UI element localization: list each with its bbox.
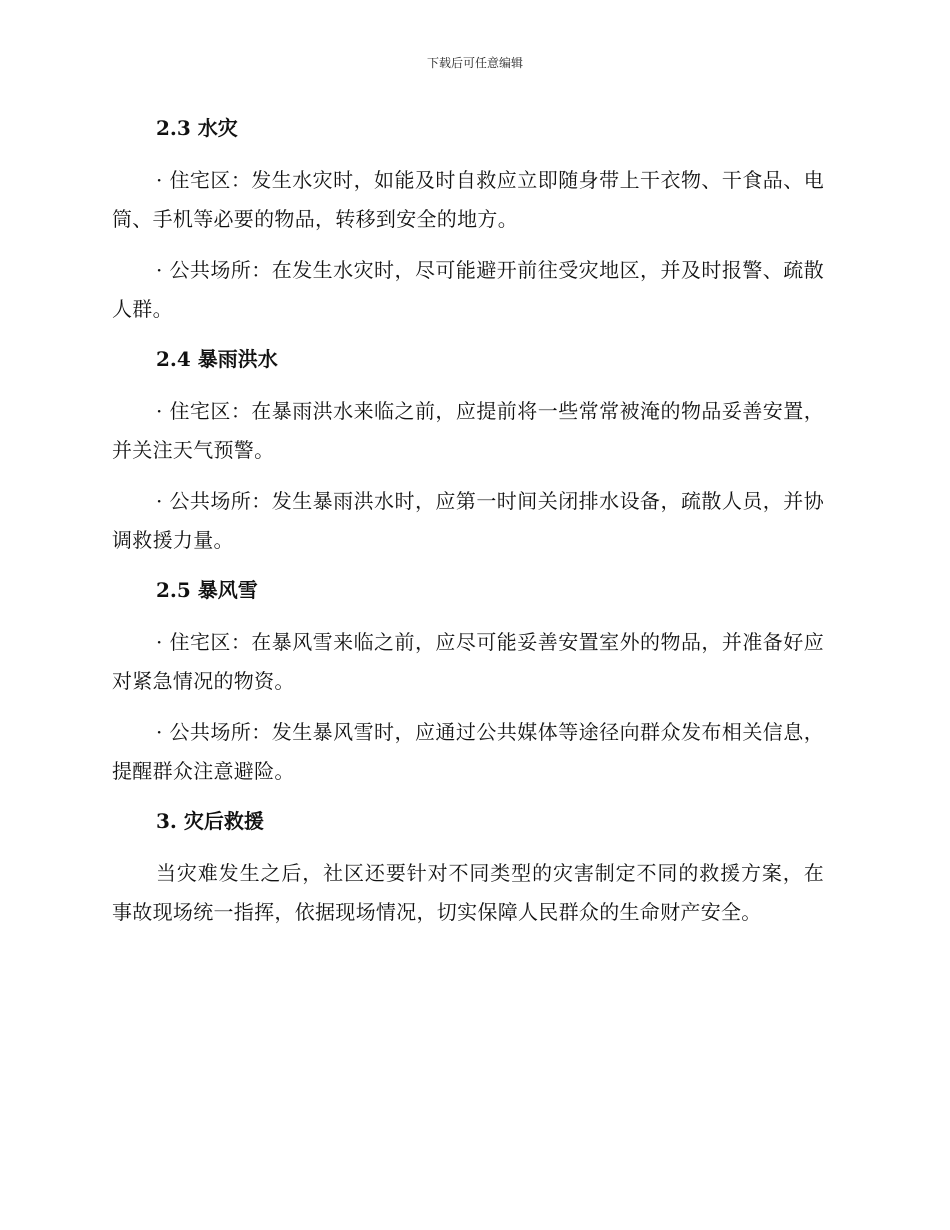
page-header: 下载后可任意编辑 (426, 56, 523, 70)
paragraph-blizzard-residential: · 住宅区：在暴风雪来临之前，应尽可能妥善安置室外的物品，并准备好应对紧急情况的物资。 (112, 630, 824, 693)
section-heading-post-disaster-rescue: 3. 灾后救援 (156, 809, 264, 833)
paragraph-rainstorm-residential: · 住宅区：在暴雨洪水来临之前，应提前将一些常常被淹的物品妥善安置，并关注天气预警。 (112, 399, 824, 462)
section-heading-rainstorm: 2.4 暴雨洪水 (156, 347, 278, 371)
section-heading-blizzard: 2.5 暴风雪 (156, 578, 258, 602)
paragraph-flood-public: · 公共场所：在发生水灾时，尽可能避开前往受灾地区，并及时报警、疏散人群。 (112, 258, 824, 321)
paragraph-rainstorm-public: · 公共场所：发生暴雨洪水时，应第一时间关闭排水设备，疏散人员，并协调救援力量。 (112, 489, 824, 552)
paragraph-blizzard-public: · 公共场所：发生暴风雪时，应通过公共媒体等途径向群众发布相关信息，提醒群众注意避险。 (112, 720, 824, 783)
section-heading-flood: 2.3 水灾 (156, 116, 238, 140)
paragraph-post-disaster-rescue: 当灾难发生之后，社区还要针对不同类型的灾害制定不同的救援方案，在事故现场统一指挥，依据现场情况，切实保障人民群众的生命财产安全。 (112, 861, 824, 924)
document-body (112, 110, 824, 944)
paragraph-flood-residential: · 住宅区：发生水灾时，如能及时自救应立即随身带上干衣物、干食品、电筒、手机等必要的物品，转移到安全的地方。 (112, 168, 824, 231)
